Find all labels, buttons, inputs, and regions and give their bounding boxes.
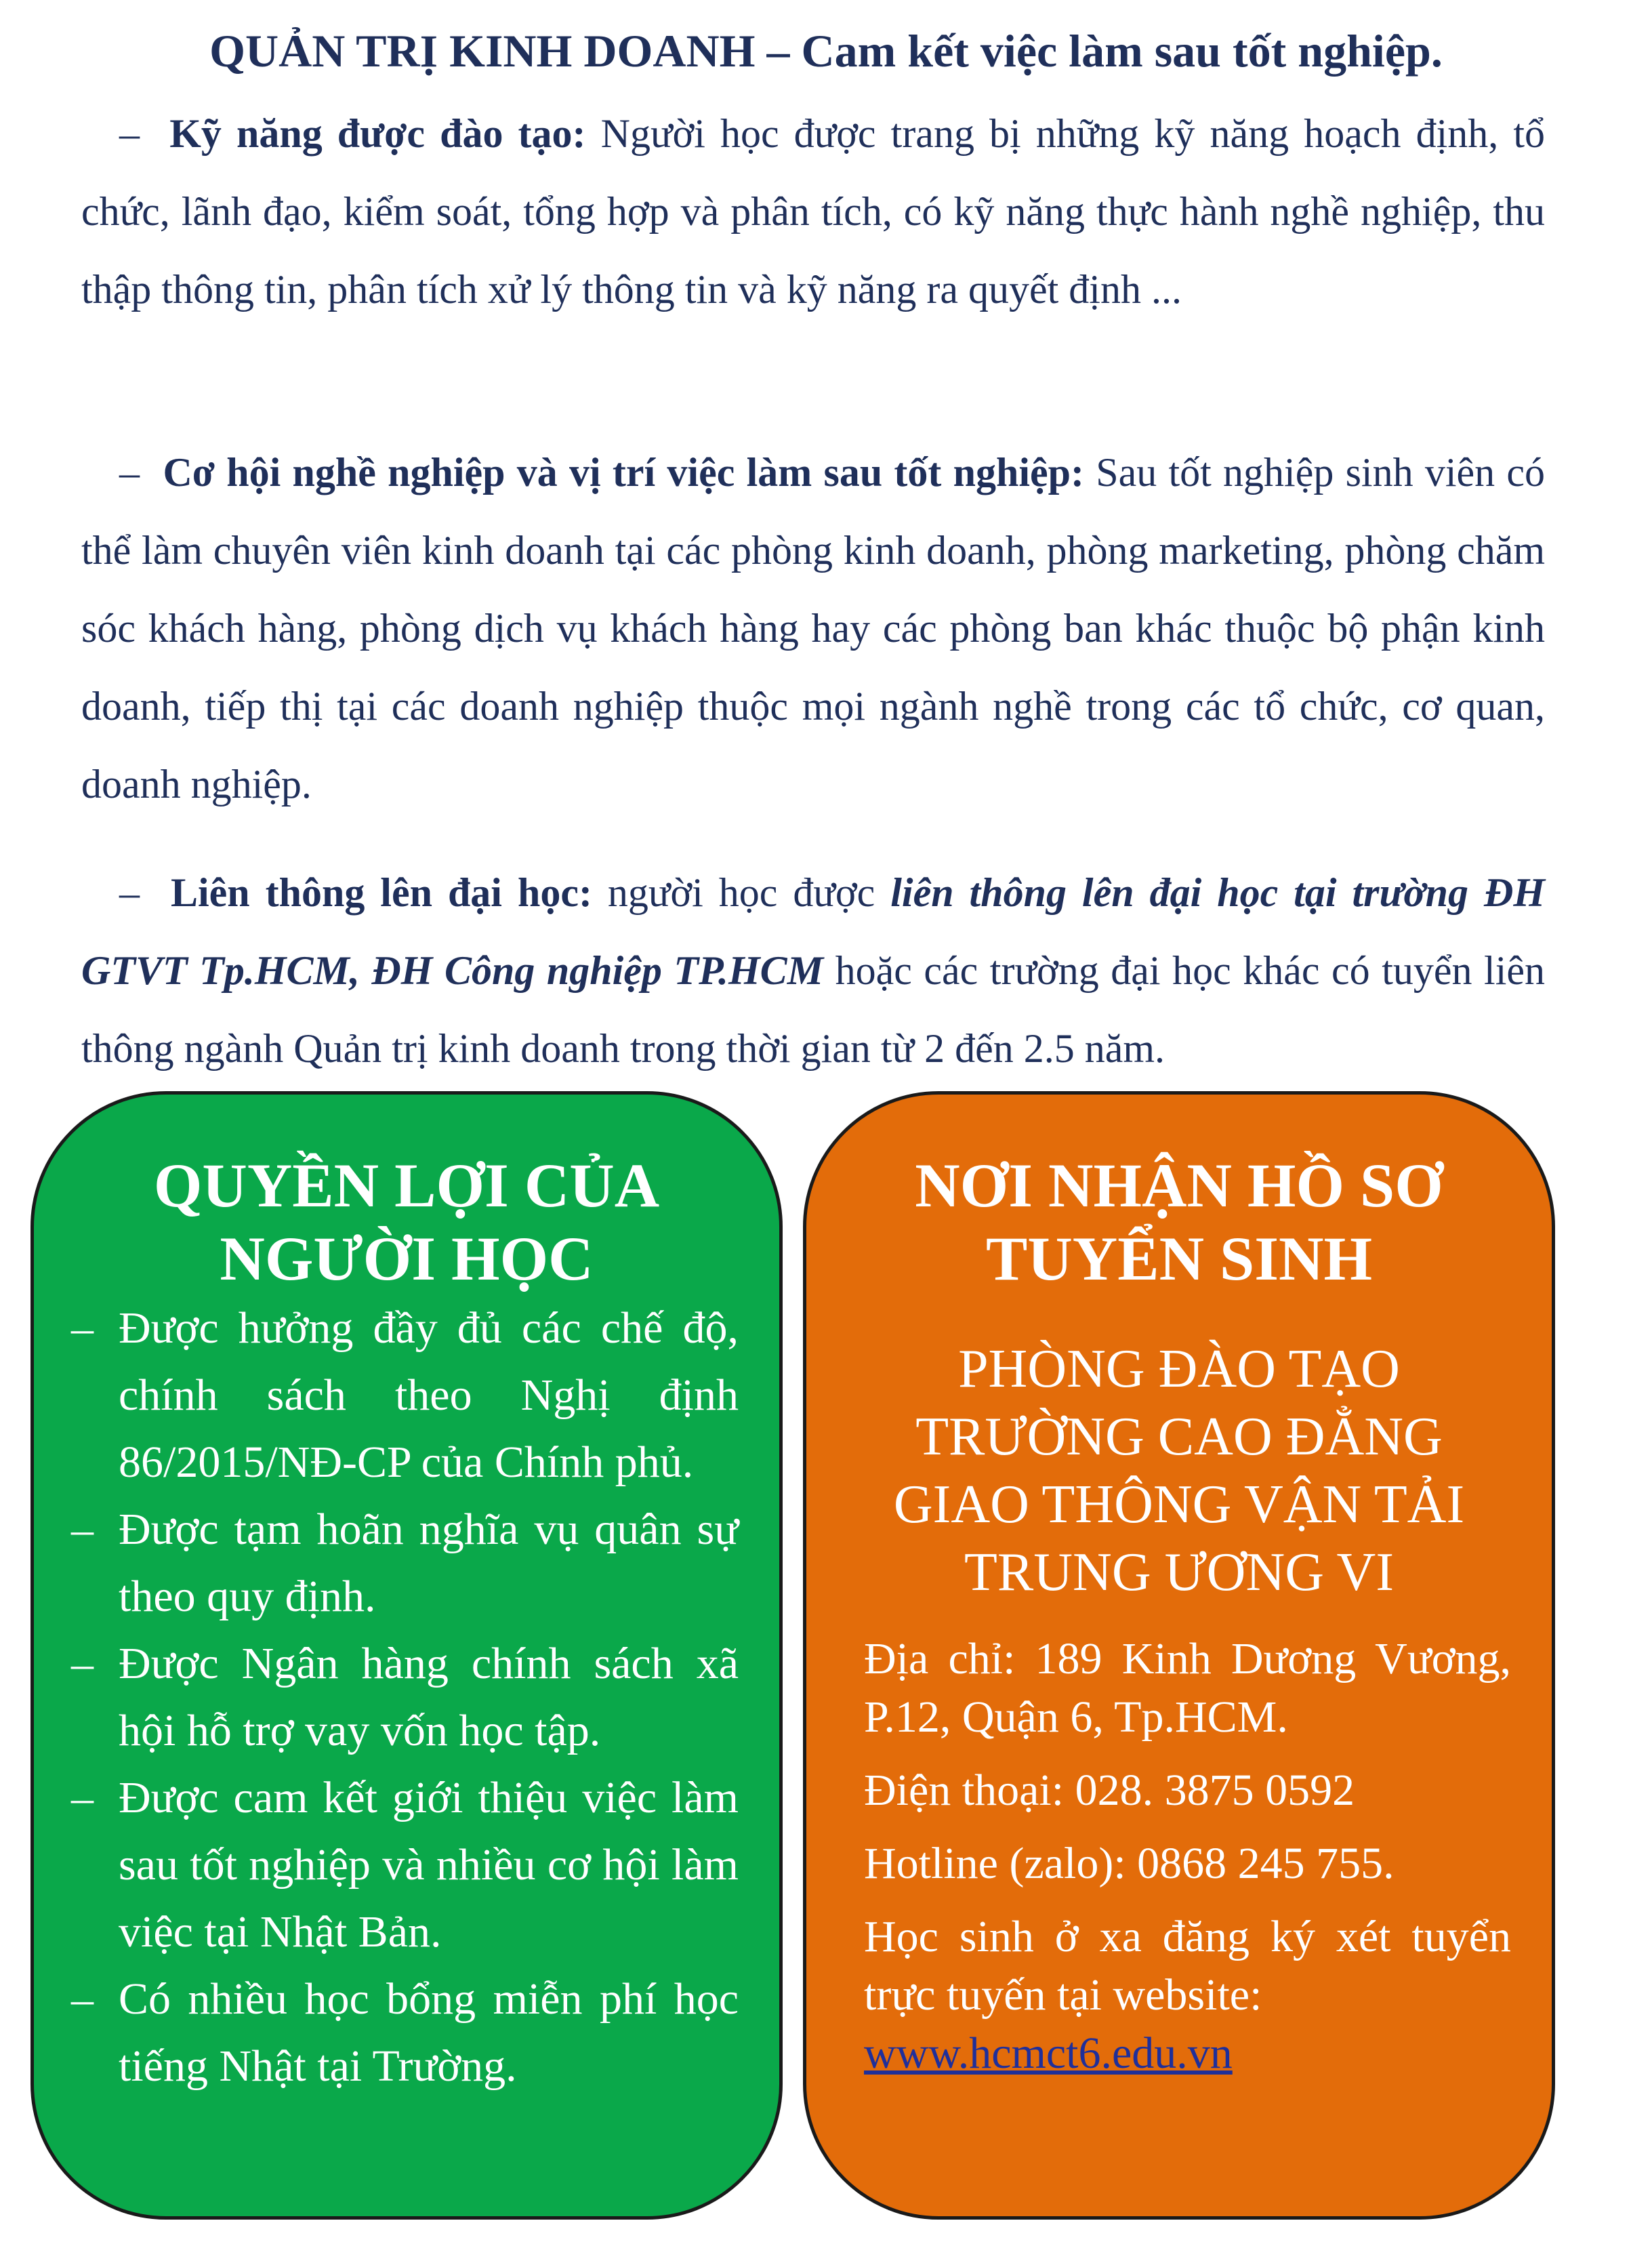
online-text: Học sinh ở xa đăng ký xét tuyển trực tuyến tại website: [864, 1912, 1511, 2020]
section-emphasis: liên thông lên đại học tại trường ĐH GTVT Tp.HCM, ĐH Công nghiệp TP.HCM [81, 870, 1545, 993]
list-item-text: Được tạm hoãn nghĩa vụ quân sự theo quy định. [119, 1505, 739, 1621]
benefits-title [34, 1149, 779, 1295]
section-label: Liên thông lên đại học: [170, 870, 592, 915]
list-dash: – [71, 1773, 94, 1822]
section-text: Người học được trang bị những kỹ năng hoạch định, tổ chức, lãnh đạo, kiểm soát, tổng hợp và phân tích, có kỹ năng thực hành nghề nghiệp, thu thập thông tin, phân tích xử lý thông tin và kỹ năng ra quyết định ... [81, 111, 1546, 312]
list-item [34, 1496, 739, 1630]
office-line: GIAO THÔNG VẬN TẢI [893, 1475, 1465, 1534]
section-text: Sau tốt nghiệp sinh viên có thể làm chuyên viên kinh doanh tại các phòng kinh doanh, phòng marketing, phòng chăm sóc khách hàng, phòng dịch vụ khách hàng hay các phòng ban khác thuộc bộ phận kinh doanh, tiếp thị tại các doanh nghiệp thuộc mọi ngành nghề trong các tổ chức, cơ quan, doanh nghiệp. [81, 450, 1545, 807]
office-name [806, 1335, 1552, 1606]
list-item [34, 1965, 739, 2100]
section-dash: – [119, 111, 140, 156]
list-item [34, 1630, 739, 1764]
section-text-after: hoặc các trường đại học khác có tuyển liên thông ngành Quản trị kinh doanh trong thời gian từ 2 đến 2.5 năm. [81, 948, 1545, 1071]
office-line: TRUNG ƯƠNG VI [964, 1543, 1394, 1602]
list-dash: – [71, 1974, 94, 2024]
admission-box [803, 1091, 1555, 2220]
list-item-text: Được hưởng đầy đủ các chế độ, chính sách theo Nghị định 86/2015/NĐ-CP của Chính phủ. [119, 1303, 739, 1487]
benefits-title-line1: QUYỀN LỢI CỦA [153, 1151, 660, 1220]
contact-info [864, 1630, 1511, 2098]
list-dash: – [71, 1639, 94, 1688]
address-text: Địa chỉ: 189 Kinh Dương Vương, P.12, Quận 6, Tp.HCM. [864, 1634, 1511, 1742]
list-dash: – [71, 1505, 94, 1554]
website-link[interactable]: www.hcmct6.edu.vn [864, 2028, 1233, 2078]
section-label: Cơ hội nghề nghiệp và vị trí việc làm sau tốt nghiệp: [163, 450, 1084, 495]
online-registration [864, 1908, 1511, 2083]
section-dash: – [119, 450, 140, 495]
benefits-box [30, 1091, 783, 2220]
list-item [34, 1764, 739, 1965]
list-item [34, 1294, 739, 1496]
page-title: QUẢN TRỊ KINH DOANH – Cam kết việc làm sau tốt nghiệp. [209, 25, 1443, 77]
admission-title [806, 1149, 1552, 1295]
admission-title-line2: TUYỂN SINH [985, 1224, 1372, 1293]
benefits-title-line2: NGƯỜI HỌC [220, 1224, 594, 1293]
hotline-text: Hotline (zalo): 0868 245 755. [864, 1839, 1395, 1888]
office-line: PHÒNG ĐÀO TẠO [958, 1339, 1400, 1399]
admission-title-line1: NƠI NHẬN HỒ SƠ [915, 1151, 1443, 1220]
section-text: người học được [592, 870, 891, 915]
list-dash: – [71, 1303, 94, 1353]
list-item-text: Được cam kết giới thiệu việc làm sau tốt nghiệp và nhiều cơ hội làm việc tại Nhật Bản. [119, 1773, 739, 1957]
list-item-text: Có nhiều học bổng miễn phí học tiếng Nhật tại Trường. [119, 1974, 739, 2091]
section-transfer [81, 854, 1545, 1088]
section-label: Kỹ năng được đào tạo: [169, 111, 586, 156]
benefits-list [34, 1294, 739, 2100]
section-career [81, 434, 1545, 823]
section-skills [81, 95, 1545, 329]
phone-text: Điện thoại: 028. 3875 0592 [864, 1766, 1355, 1815]
office-line: TRƯỜNG CAO ĐẲNG [915, 1407, 1443, 1467]
list-item-text: Được Ngân hàng chính sách xã hội hỗ trợ vay vốn học tập. [119, 1639, 739, 1755]
section-dash: – [119, 870, 140, 915]
